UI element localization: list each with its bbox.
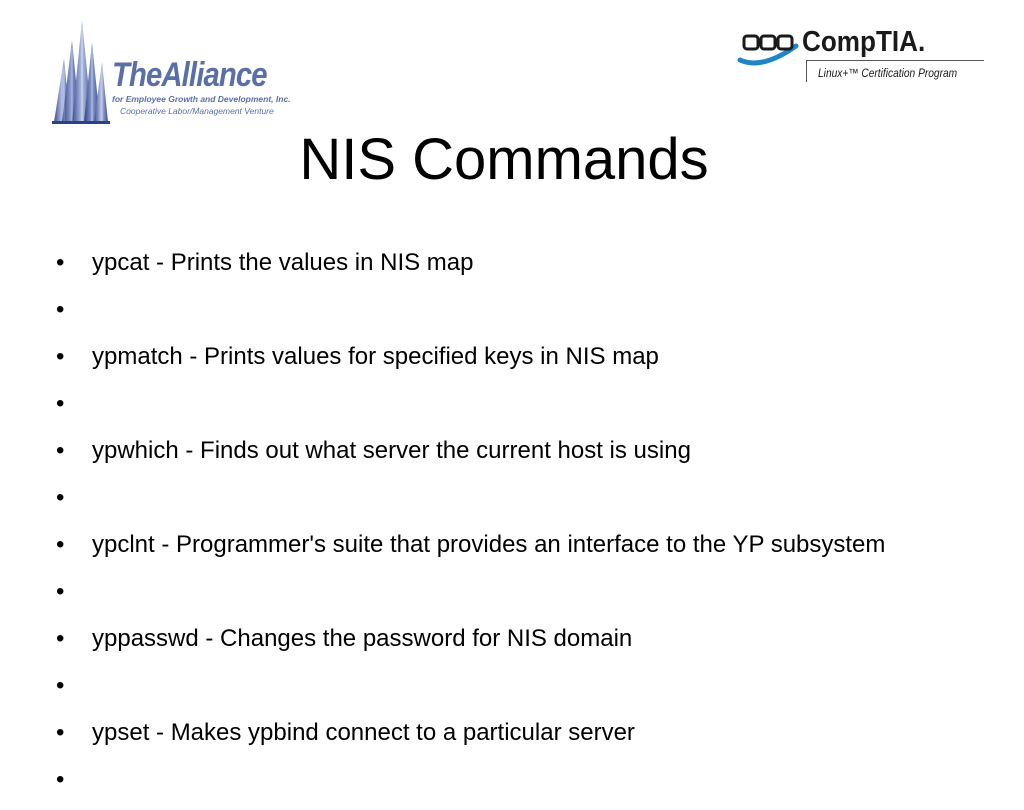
alliance-logo-name: TheAlliance bbox=[112, 56, 267, 94]
bullet-item bbox=[52, 622, 952, 656]
bullet-marker: • bbox=[56, 484, 65, 511]
bullet-item bbox=[52, 387, 952, 421]
bullet-text: ypset - Makes ypbind connect to a particular server bbox=[92, 719, 635, 746]
alliance-logo-tagline: for Employee Growth and Development, Inc. bbox=[112, 94, 291, 104]
bullet-marker: • bbox=[56, 343, 65, 370]
bullet-marker: • bbox=[56, 390, 65, 417]
bullet-item bbox=[52, 246, 952, 280]
bullet-marker: • bbox=[56, 296, 65, 323]
bullet-marker: • bbox=[56, 249, 65, 276]
bullet-text: ypcat - Prints the values in NIS map bbox=[92, 249, 474, 276]
bullet-item bbox=[52, 716, 952, 750]
comptia-rings-icon bbox=[738, 26, 802, 66]
bullet-marker: • bbox=[56, 578, 65, 605]
comptia-logo-rule bbox=[806, 60, 984, 61]
bullet-item bbox=[52, 434, 952, 468]
comptia-logo-rule-left bbox=[806, 60, 807, 82]
bullet-item bbox=[52, 763, 952, 797]
alliance-logo-venture: Cooperative Labor/Management Venture bbox=[120, 106, 274, 116]
bullet-marker: • bbox=[56, 719, 65, 746]
alliance-tower-icon bbox=[50, 18, 112, 124]
bullet-item bbox=[52, 481, 952, 515]
comptia-logo-program: Linux+™ Certification Program bbox=[818, 66, 958, 80]
comptia-logo-name: CompTIA. bbox=[802, 26, 926, 58]
bullet-text: ypclnt - Programmer's suite that provides an interface to the YP subsystem bbox=[92, 531, 886, 558]
bullet-text: ypwhich - Finds out what server the current host is using bbox=[92, 437, 691, 464]
bullet-marker: • bbox=[56, 437, 65, 464]
bullet-marker: • bbox=[56, 672, 65, 699]
bullet-item bbox=[52, 528, 952, 562]
bullet-marker: • bbox=[56, 766, 65, 793]
alliance-logo bbox=[50, 18, 310, 126]
bullet-item bbox=[52, 669, 952, 703]
bullet-marker: • bbox=[56, 625, 65, 652]
bullet-item bbox=[52, 340, 952, 374]
bullet-text: yppasswd - Changes the password for NIS domain bbox=[92, 625, 633, 652]
bullet-marker: • bbox=[56, 531, 65, 558]
bullet-item bbox=[52, 575, 952, 609]
bullet-text: ypmatch - Prints values for specified keys in NIS map bbox=[92, 343, 659, 370]
slide-title: NIS Commands bbox=[299, 127, 709, 192]
comptia-logo bbox=[738, 20, 988, 92]
bullet-item bbox=[52, 293, 952, 327]
bullet-list bbox=[52, 246, 952, 810]
